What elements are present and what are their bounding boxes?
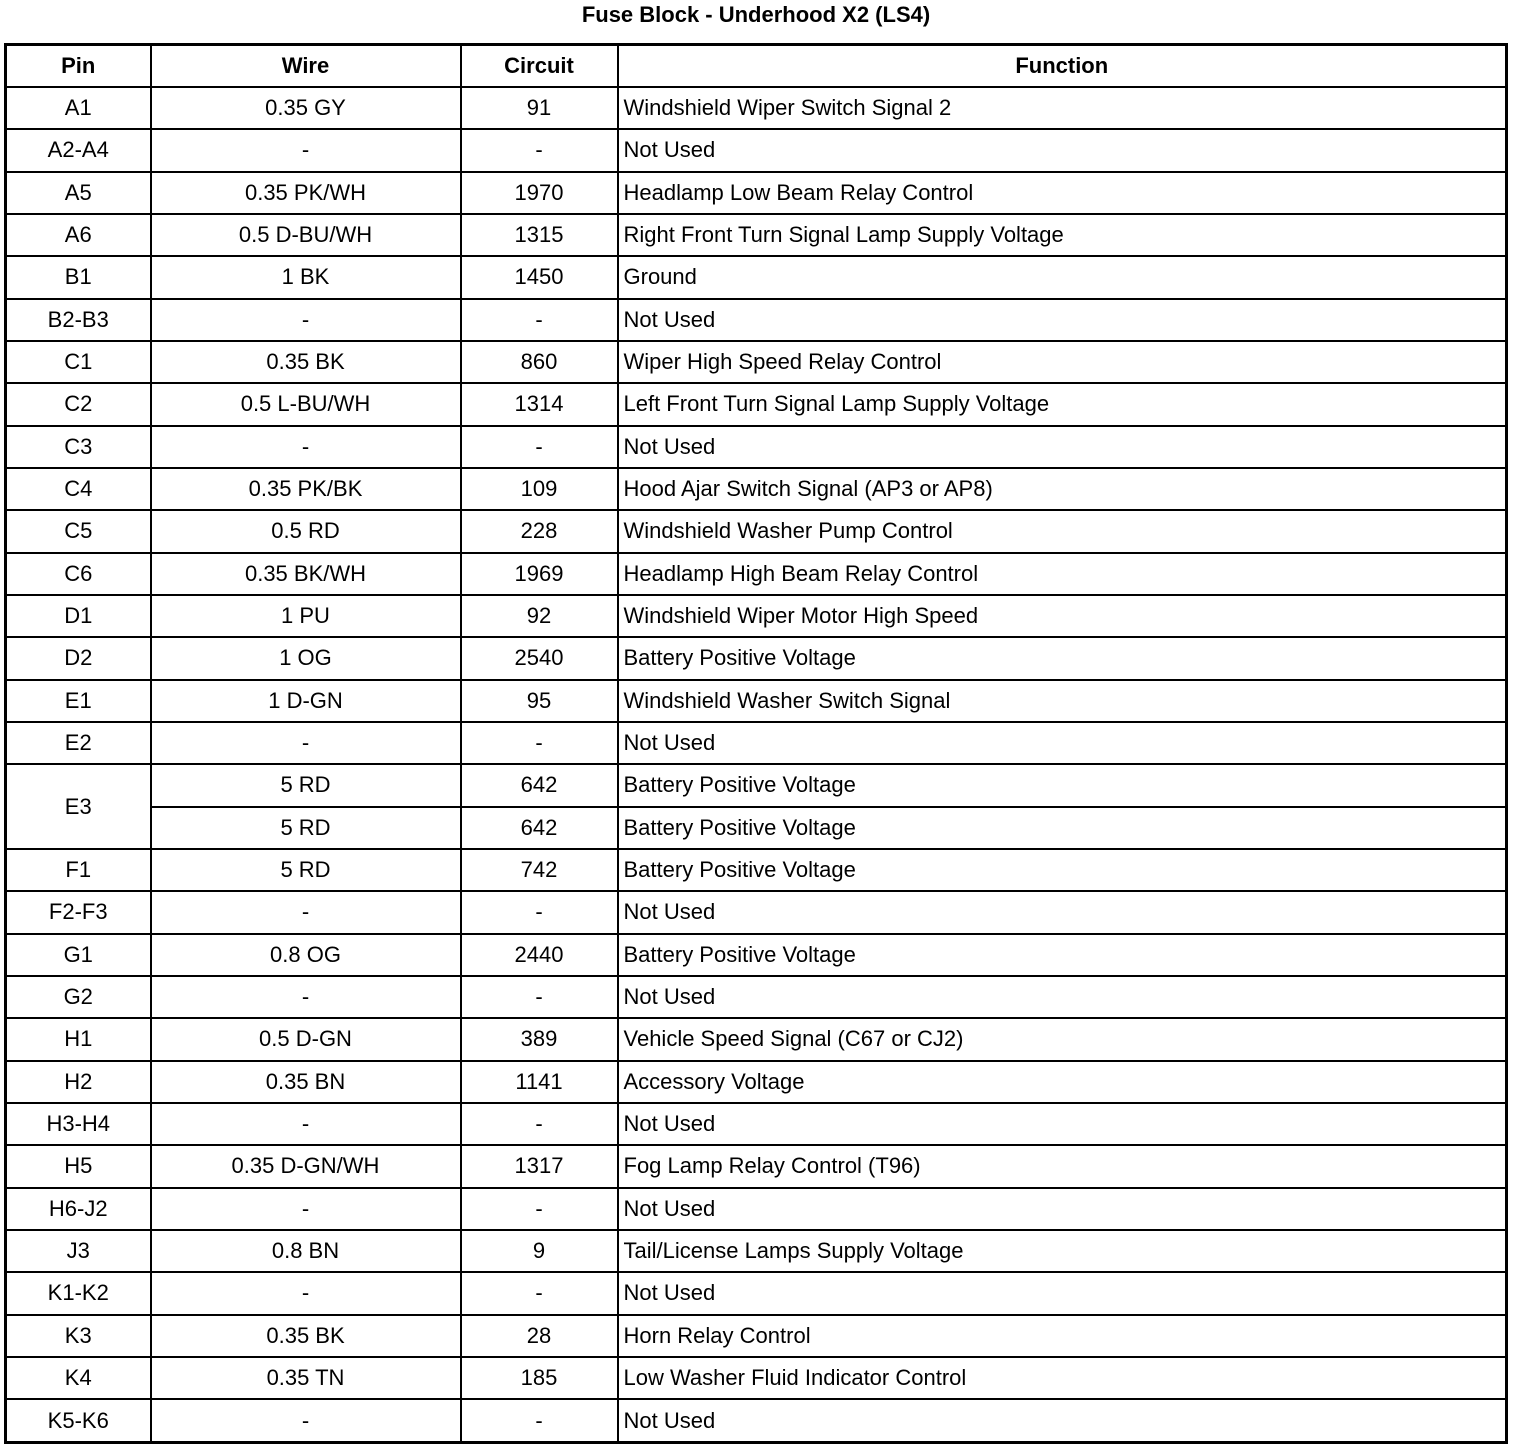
table-row [6,764,1507,806]
table-row [6,1103,1507,1145]
header-pin: Pin [6,45,151,88]
table-row [6,468,1507,510]
cell-circuit: 1969 [461,553,618,595]
cell-circuit: 1314 [461,383,618,425]
cell-function: Headlamp Low Beam Relay Control [618,172,1507,214]
cell-function: Tail/License Lamps Supply Voltage [618,1230,1507,1272]
cell-function: Not Used [618,1272,1507,1314]
table-row [6,1188,1507,1230]
cell-pin: G2 [6,976,151,1018]
table-row [6,1272,1507,1314]
table-row [6,256,1507,298]
table-row [6,976,1507,1018]
cell-wire: 0.35 BK/WH [151,553,461,595]
cell-wire: 5 RD [151,849,461,891]
table-row [6,426,1507,468]
cell-wire: 0.35 PK/BK [151,468,461,510]
cell-circuit: - [461,891,618,933]
cell-function: Not Used [618,1399,1507,1442]
table-row [6,1399,1507,1442]
cell-function: Not Used [618,426,1507,468]
table-row [6,129,1507,171]
cell-wire: 0.35 BK [151,341,461,383]
cell-function: Ground [618,256,1507,298]
table-row [6,553,1507,595]
table-row [6,214,1507,256]
cell-pin: A5 [6,172,151,214]
cell-wire: 0.35 BN [151,1061,461,1103]
cell-pin: G1 [6,934,151,976]
cell-circuit: 1317 [461,1145,618,1187]
cell-circuit: 9 [461,1230,618,1272]
cell-wire: 0.5 L-BU/WH [151,383,461,425]
cell-pin: K1-K2 [6,1272,151,1314]
cell-pin: B2-B3 [6,299,151,341]
cell-wire: 5 RD [151,764,461,806]
cell-function: Not Used [618,722,1507,764]
table-row [6,891,1507,933]
cell-function: Battery Positive Voltage [618,807,1507,849]
cell-circuit: 389 [461,1018,618,1060]
cell-wire: 0.5 D-GN [151,1018,461,1060]
table-row [6,1018,1507,1060]
table-row [6,510,1507,552]
cell-pin: E1 [6,680,151,722]
pinout-table [4,43,1508,1444]
cell-circuit: 228 [461,510,618,552]
cell-circuit: 642 [461,807,618,849]
cell-function: Hood Ajar Switch Signal (AP3 or AP8) [618,468,1507,510]
cell-wire: 1 D-GN [151,680,461,722]
cell-wire: - [151,1103,461,1145]
table-body [6,87,1507,1443]
cell-wire: - [151,1272,461,1314]
cell-function: Not Used [618,891,1507,933]
cell-pin: C6 [6,553,151,595]
cell-pin: K3 [6,1315,151,1357]
table-row [6,680,1507,722]
table-row [6,1145,1507,1187]
table-row [6,1230,1507,1272]
cell-circuit: 1141 [461,1061,618,1103]
cell-function: Battery Positive Voltage [618,849,1507,891]
cell-wire: - [151,722,461,764]
cell-circuit: 2540 [461,637,618,679]
cell-pin: J3 [6,1230,151,1272]
cell-circuit: - [461,1103,618,1145]
cell-circuit: 860 [461,341,618,383]
cell-wire: - [151,426,461,468]
cell-circuit: 1315 [461,214,618,256]
cell-function: Windshield Wiper Switch Signal 2 [618,87,1507,129]
cell-function: Battery Positive Voltage [618,934,1507,976]
cell-function: Wiper High Speed Relay Control [618,341,1507,383]
cell-circuit: 642 [461,764,618,806]
table-row [6,383,1507,425]
cell-wire: 0.35 PK/WH [151,172,461,214]
cell-circuit: 1450 [461,256,618,298]
cell-circuit: 92 [461,595,618,637]
cell-function: Left Front Turn Signal Lamp Supply Voltage [618,383,1507,425]
cell-wire: - [151,1399,461,1442]
cell-pin: H2 [6,1061,151,1103]
table-row [6,87,1507,129]
cell-pin: E2 [6,722,151,764]
cell-circuit: 28 [461,1315,618,1357]
table-row [6,807,1507,849]
table-row [6,1061,1507,1103]
header-row [6,45,1507,88]
table-row [6,172,1507,214]
table-row [6,934,1507,976]
cell-function: Low Washer Fluid Indicator Control [618,1357,1507,1399]
cell-pin: H1 [6,1018,151,1060]
cell-wire: 1 OG [151,637,461,679]
header-function: Function [618,45,1507,88]
cell-function: Windshield Wiper Motor High Speed [618,595,1507,637]
cell-function: Not Used [618,976,1507,1018]
cell-wire: - [151,299,461,341]
cell-wire: - [151,976,461,1018]
table-row [6,1315,1507,1357]
cell-function: Fog Lamp Relay Control (T96) [618,1145,1507,1187]
cell-wire: 0.8 BN [151,1230,461,1272]
table-row [6,1357,1507,1399]
table-row [6,849,1507,891]
cell-wire: 0.35 TN [151,1357,461,1399]
table-row [6,595,1507,637]
cell-function: Not Used [618,299,1507,341]
cell-wire: 1 BK [151,256,461,298]
cell-function: Horn Relay Control [618,1315,1507,1357]
cell-circuit: - [461,1188,618,1230]
cell-circuit: - [461,722,618,764]
cell-pin: D2 [6,637,151,679]
cell-wire: 0.35 GY [151,87,461,129]
cell-wire: 0.5 RD [151,510,461,552]
cell-circuit: - [461,299,618,341]
cell-wire: - [151,129,461,171]
cell-function: Not Used [618,129,1507,171]
cell-wire: 1 PU [151,595,461,637]
cell-wire: 0.5 D-BU/WH [151,214,461,256]
cell-circuit: - [461,129,618,171]
table-row [6,637,1507,679]
cell-circuit: 1970 [461,172,618,214]
cell-wire: 5 RD [151,807,461,849]
page-title: Fuse Block - Underhood X2 (LS4) [581,2,931,27]
cell-circuit: 109 [461,468,618,510]
cell-wire: 0.35 D-GN/WH [151,1145,461,1187]
table-row [6,341,1507,383]
cell-circuit: 2440 [461,934,618,976]
cell-function: Right Front Turn Signal Lamp Supply Voltage [618,214,1507,256]
header-circuit: Circuit [461,45,618,88]
cell-pin: A2-A4 [6,129,151,171]
cell-function: Battery Positive Voltage [618,764,1507,806]
cell-pin: E3 [6,764,151,849]
cell-function: Headlamp High Beam Relay Control [618,553,1507,595]
cell-pin: H6-J2 [6,1188,151,1230]
header-wire: Wire [151,45,461,88]
cell-pin: A6 [6,214,151,256]
cell-circuit: 185 [461,1357,618,1399]
cell-circuit: 91 [461,87,618,129]
cell-circuit: 95 [461,680,618,722]
cell-pin: C1 [6,341,151,383]
cell-function: Accessory Voltage [618,1061,1507,1103]
cell-function: Battery Positive Voltage [618,637,1507,679]
cell-pin: C3 [6,426,151,468]
cell-circuit: - [461,1399,618,1442]
cell-function: Windshield Washer Switch Signal [618,680,1507,722]
cell-wire: - [151,1188,461,1230]
cell-circuit: 742 [461,849,618,891]
cell-pin: F2-F3 [6,891,151,933]
cell-pin: B1 [6,256,151,298]
cell-pin: C2 [6,383,151,425]
cell-pin: K4 [6,1357,151,1399]
cell-circuit: - [461,1272,618,1314]
cell-function: Windshield Washer Pump Control [618,510,1507,552]
cell-wire: - [151,891,461,933]
cell-circuit: - [461,426,618,468]
cell-pin: C5 [6,510,151,552]
cell-pin: H3-H4 [6,1103,151,1145]
cell-wire: 0.8 OG [151,934,461,976]
cell-function: Not Used [618,1188,1507,1230]
cell-function: Vehicle Speed Signal (C67 or CJ2) [618,1018,1507,1060]
cell-pin: K5-K6 [6,1399,151,1442]
cell-pin: A1 [6,87,151,129]
cell-pin: C4 [6,468,151,510]
cell-pin: F1 [6,849,151,891]
cell-circuit: - [461,976,618,1018]
cell-function: Not Used [618,1103,1507,1145]
cell-pin: H5 [6,1145,151,1187]
table-row [6,299,1507,341]
cell-wire: 0.35 BK [151,1315,461,1357]
cell-pin: D1 [6,595,151,637]
table-row [6,722,1507,764]
